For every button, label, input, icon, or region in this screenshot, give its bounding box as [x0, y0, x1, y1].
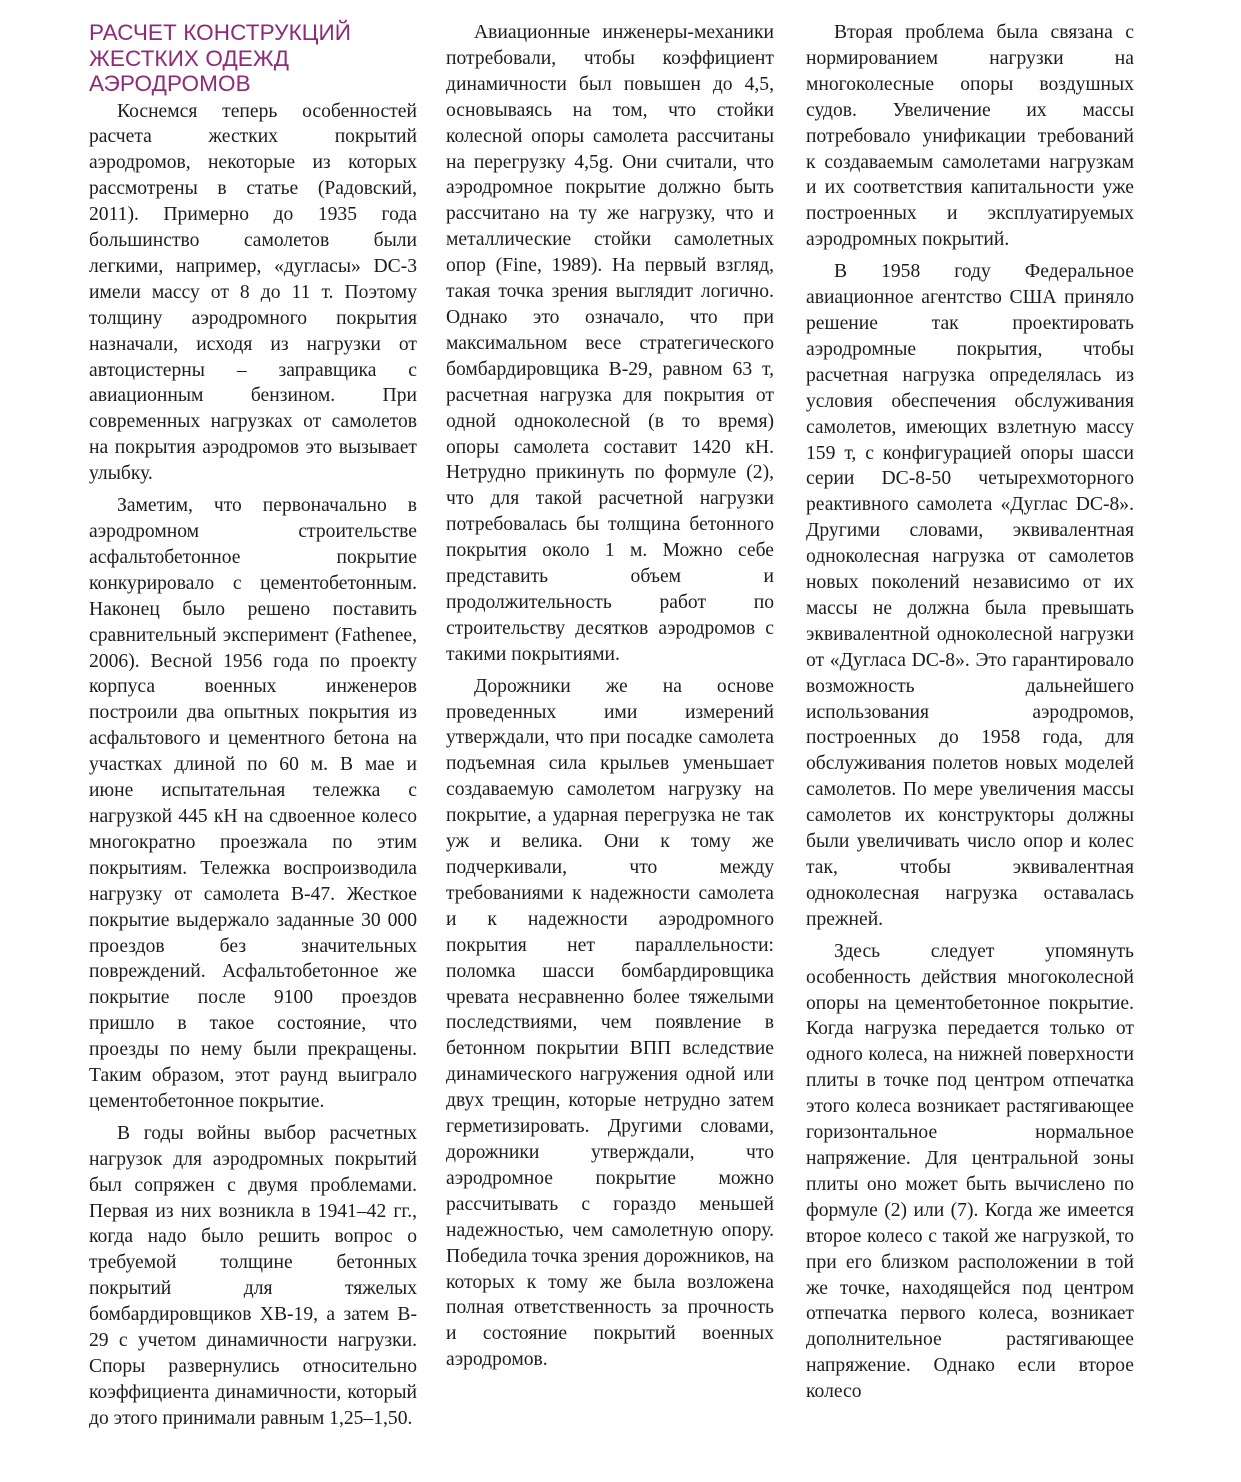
- paragraph: Здесь следует упомянуть особенность действия многоколесной опоры на цементобетонное покрытие. Когда нагрузка передается только от одного колеса, на нижней поверхности плиты в точке под центром отпечатка этого колеса возникает растягивающее горизонтальное нормальное напряжение. Для центральной зоны плиты оно может быть вычислено по формуле (2) или (7). Когда же имеется второе колесо с такой же нагрузкой, то при его близком расположении в той же точке, находящейся под центром отпечатка первого колеса, возникает дополнительное растягивающее напряжение. Однако если второе колесо: [806, 940, 1134, 1403]
- text-column-3: [806, 20, 1134, 1411]
- paragraph: Дорожники же на основе проведенных ими измерений утверждали, что при посадке самолета подъемная сила крыльев уменьшает создаваемую самолетом нагрузку на покрытие, а ударная перегрузка не так уж и велика. Они к тому же подчеркивали, что между требованиями к надежности самолета и к надежности аэродромного покрытия нет параллельности: поломка шасси бомбардировщика чревата несравненно более тяжелыми последствиями, чем появление в бетонном покрытии ВПП вследствие динамического нагружения одной или двух трещин, которые нетрудно затем герметизировать. Другими словами, дорожники утверждали, что аэродромное покрытие можно рассчитывать с гораздо меньшей надежностью, чем самолетную опору. Победила точка зрения дорожников, на которых к тому же была возложена полная ответственность за прочность и состояние покрытий военных аэродромов.: [446, 675, 774, 1371]
- paragraph: Авиационные инженеры-механики потребовали, чтобы коэффициент динамичности был повышен до 4,5, основываясь на том, что стойки колесной опоры самолета рассчитаны на перегрузку 4,5g. Они считали, что аэродромное покрытие должно быть рассчитано на ту же нагрузку, что и металлические стойки самолетных опор (Fine, 1989). На первый взгляд, такая точка зрения выглядит логично. Однако это означало, что при максимальном весе стратегического бомбардировщика B-29, равном 63 т, расчетная нагрузка для покрытия от одной одноколесной (в то время) опоры самолета составит 1420 кН. Нетрудно прикинуть по формуле (2), что для такой расчетной нагрузки потребовалась бы толщина бетонного покрытия около 1 м. Можно себе представить объем и продолжительность работ по строительству десятков аэродромов с такими покрытиями.: [446, 22, 774, 665]
- article-heading: РАСЧЕТ КОНСТРУКЦИЙ ЖЕСТКИХ ОДЕЖД АЭРОДРОМОВ: [89, 20, 352, 96]
- paragraph: В годы войны выбор расчетных нагрузок для аэродромных покрытий был сопряжен с двумя проблемами. Первая из них возникла в 1941–42 гг., когда надо было решить вопрос о требуемой толщине бетонных покрытий для тяжелых бомбардировщиков ХВ-19, а затем B-29 с учетом динамичности нагрузки. Споры развернулись относительно коэффициента динамичности, который до этого принимали равным 1,25–1,50.: [89, 1122, 417, 1429]
- text-column-2: [446, 20, 774, 1379]
- paragraph: Вторая проблема была связана с нормированием нагрузки на многоколесные опоры воздушных судов. Увеличение их массы потребовало унификации требований к создаваемым самолетами нагрузкам и их соответствия капитальности уже построенных и эксплуатируемых аэродромных покрытий.: [806, 22, 1134, 251]
- text-column-1: [89, 20, 417, 1438]
- paragraph: Заметим, что первоначально в аэродромном строительстве асфальтобетонное покрытие конкурировало с цементобетонным. Наконец было решено поставить сравнительный эксперимент (Fathenee, 2006). Весной 1956 года по проекту корпуса военных инженеров построили два опытных покрытия из асфальтового и цементного бетона на участках длиной по 60 м. В мае и июне испытательная тележка с нагрузкой 445 кН на сдвоенное колесо многократно проезжала по этим покрытиям. Тележка воспроизводила нагрузку от самолета B-47. Жесткое покрытие выдержало заданные 30 000 проездов без значительных повреждений. Асфальтобетонное же покрытие после 9100 проездов пришло в такое состояние, что проезды по нему были прекращены. Таким образом, этот раунд выиграло цементобетонное покрытие.: [89, 495, 417, 1112]
- paragraph: В 1958 году Федеральное авиационное агентство США приняло решение так проектировать аэродромные покрытия, чтобы расчетная нагрузка определялась из условия обеспечения обслуживания самолетов, имеющих взлетную массу 159 т, с конфигурацией опоры шасси серии DC-8-50 четырехмоторного реактивного самолета «Дуглас DC-8». Другими словами, эквивалентная одноколесная нагрузка от самолетов новых поколений независимо от их массы не должна была превышать эквивалентной одноколесной нагрузки от «Дугласа DC-8». Это гарантировало возможность дальнейшего использования аэродромов, построенных до 1958 года, для обслуживания полетов новых моделей самолетов. По мере увеличения массы самолетов их конструкторы должны были увеличивать число опор и колес так, чтобы эквивалентная одноколесная нагрузка оставалась прежней.: [806, 261, 1134, 930]
- paragraph: Коснемся теперь особенностей расчета жестких покрытий аэродромов, некоторые из которых рассмотрены в статье (Радовский, 2011). Примерно до 1935 года большинство самолетов были легкими, например, «дугласы» DC-3 имели массу от 8 до 11 т. Поэтому толщину аэродромного покрытия назначали, исходя из нагрузки от автоцистерны – заправщика с авиационным бензином. При современных нагрузках от самолетов на покрытия аэродромов это вызывает улыбку.: [89, 100, 417, 485]
